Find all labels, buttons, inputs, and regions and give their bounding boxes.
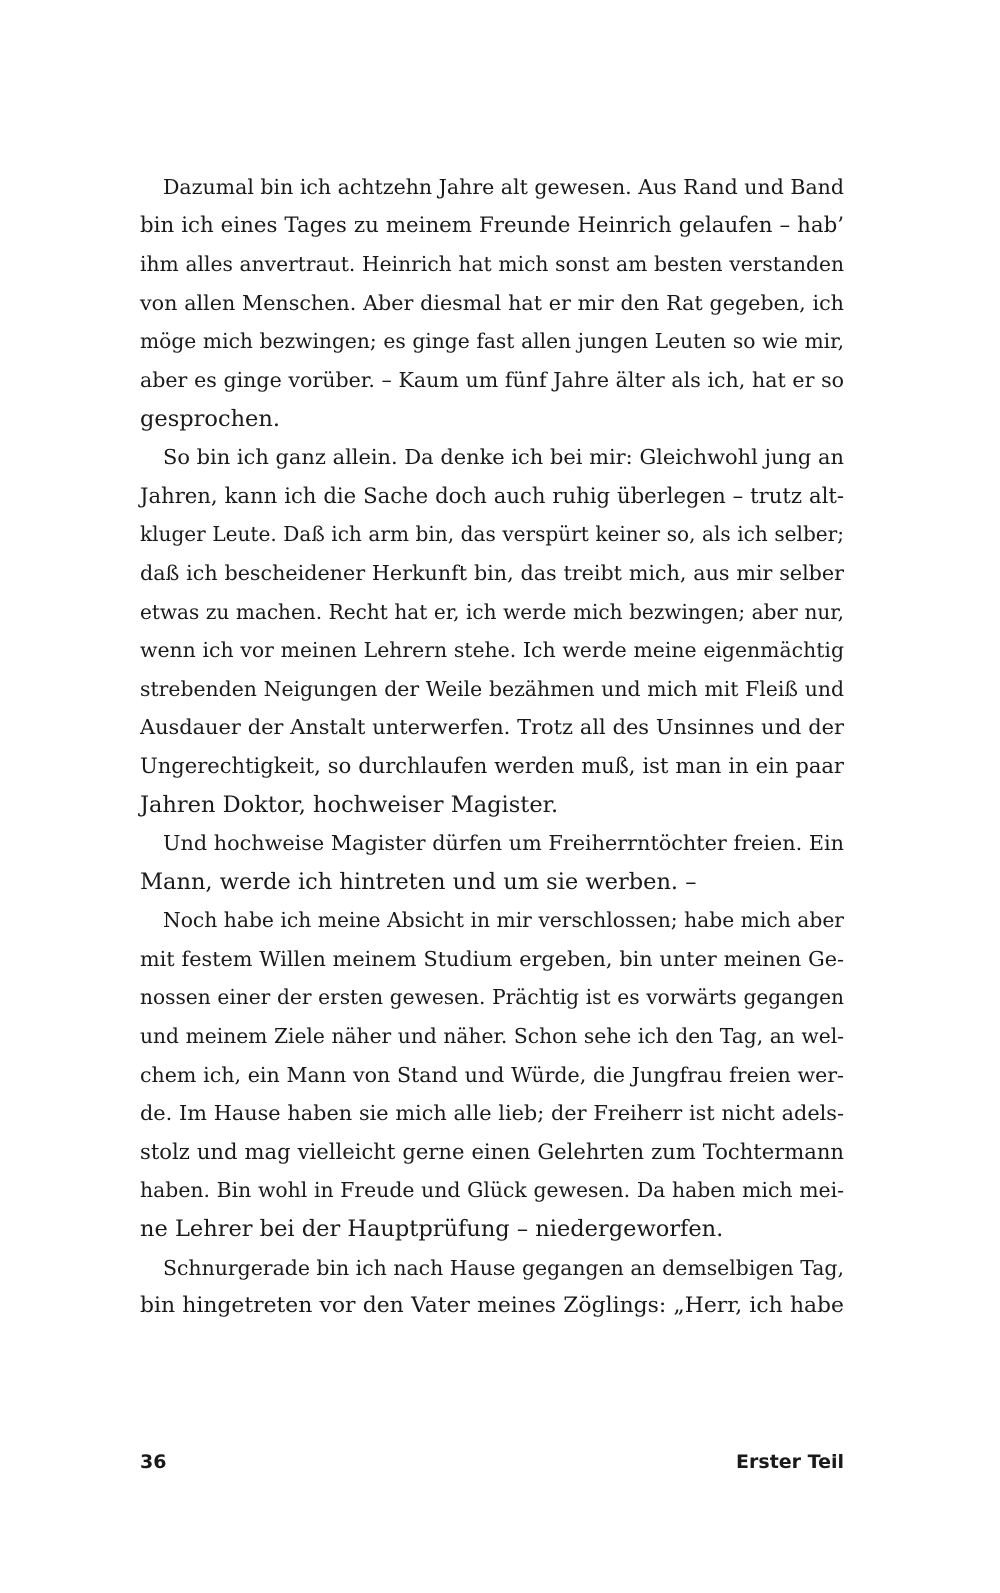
text-line: daß ich bescheidener Herkunft bin, das treibt mich, aus mir selber (140, 560, 844, 585)
text-line: bin ich eines Tages zu meinem Freunde Heinrich gelaufen – hab’ (140, 212, 844, 238)
text-line: und meinem Ziele näher und näher. Schon sehe ich den Tag, an wel- (140, 1024, 844, 1049)
text-line: ihm alles anvertraut. Heinrich hat mich sonst am besten verstanden (140, 252, 844, 277)
text-line: Und hochweise Magister dürfen um Freiherrntöchter freien. Ein (163, 831, 844, 856)
text-line: mit festem Willen meinem Studium ergeben, bin unter meinen Ge- (140, 946, 844, 971)
running-head: Erster Teil (736, 1451, 844, 1473)
text-line: Mann, werde ich hintreten und um sie werben. – (140, 868, 697, 895)
page-number: 36 (140, 1451, 167, 1473)
text-line: Ungerechtigkeit, so durchlaufen werden muß, ist man in ein paar (140, 752, 844, 778)
text-line: bin hingetreten vor den Vater meines Zöglings: „Herr, ich habe (140, 1293, 844, 1319)
text-line: Jahren, kann ich die Sache doch auch ruhig überlegen – trutz alt- (140, 482, 844, 508)
text-line: So bin ich ganz allein. Da denke ich bei mir: Gleichwohl jung an (163, 445, 844, 470)
text-line: von allen Menschen. Aber diesmal hat er mir den Rat gegeben, ich (140, 290, 844, 315)
text-line: Dazumal bin ich achtzehn Jahre alt gewesen. Aus Rand und Band (163, 175, 844, 199)
text-line: chem ich, ein Mann von Stand und Würde, die Jungfrau freien wer- (140, 1062, 844, 1087)
text-line: nossen einer der ersten gewesen. Prächtig ist es vorwärts gegangen (140, 985, 844, 1010)
text-line: aber es ginge vorüber. – Kaum um fünf Jahre älter als ich, hat er so (140, 367, 844, 392)
text-line: wenn ich vor meinen Lehrern stehe. Ich werde meine eigenmächtig (140, 638, 844, 663)
text-line: haben. Bin wohl in Freude und Glück gewesen. Da haben mich mei- (140, 1178, 844, 1203)
text-line: strebenden Neigungen der Weile bezähmen und mich mit Fleiß und (140, 676, 844, 701)
text-line: gesprochen. (140, 405, 281, 432)
text-line: stolz und mag vielleicht gerne einen Gelehrten zum Tochtermann (140, 1138, 844, 1164)
text-line: Ausdauer der Anstalt unterwerfen. Trotz all des Unsinnes und der (140, 715, 844, 740)
text-line: Jahren Doktor, hochweiser Magister. (140, 791, 559, 818)
text-line: Schnurgerade bin ich nach Hause gegangen an demselbigen Tag, (163, 1255, 844, 1280)
text-line: Noch habe ich meine Absicht in mir verschlossen; habe mich aber (163, 908, 844, 933)
body-text (140, 168, 844, 1326)
text-line: ne Lehrer bei der Hauptprüfung – niedergeworfen. (140, 1216, 724, 1243)
text-line: möge mich bezwingen; es ginge fast allen jungen Leuten so wie mir, (140, 329, 844, 354)
text-line: etwas zu machen. Recht hat er, ich werde mich bezwingen; aber nur, (140, 599, 844, 624)
text-line: kluger Leute. Daß ich arm bin, das verspürt keiner so, als ich selber; (140, 522, 844, 547)
text-line: de. Im Hause haben sie mich alle lieb; der Freiherr ist nicht adels- (140, 1101, 844, 1126)
